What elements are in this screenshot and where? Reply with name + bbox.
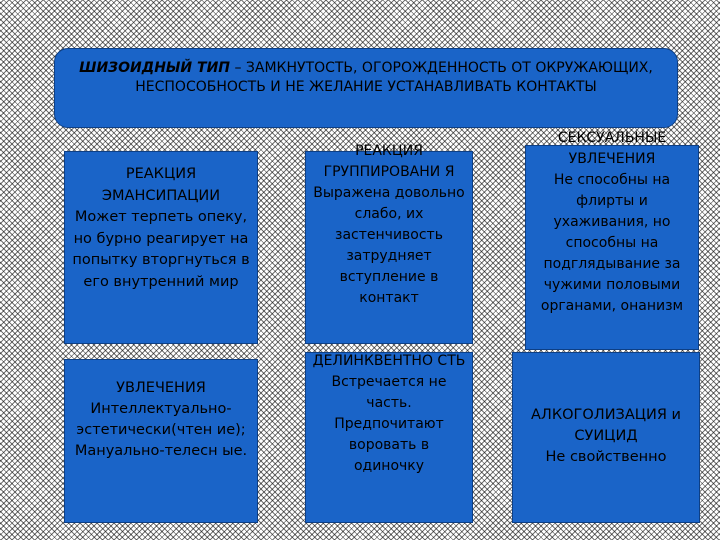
card-hobbies [64, 359, 258, 523]
card-alcohol-title: АЛКОГОЛИЗАЦИЯ и СУИЦИД [531, 407, 681, 444]
header-banner [54, 48, 678, 128]
card-delinquency-text: Встречается не часть. Предпочитают воровать в одиночку [331, 374, 447, 474]
card-alcohol-text: Не свойственно [545, 449, 667, 465]
card-sexual [525, 130, 699, 350]
card-hobbies-title: УВЛЕЧЕНИЯ [116, 380, 206, 396]
card-grouping [305, 143, 473, 344]
card-sexual-text: Не способны на флирты и ухаживания, но способны на подглядывание за чужими половыми органами, онанизм [540, 172, 684, 314]
card-hobbies-text: Интеллектуально-эстетически(чтен ие); Мануально-телесн ые. [74, 401, 248, 459]
header-text: – ЗАМКНУТОСТЬ, ОГОРОЖДЕННОСТЬ ОТ ОКРУЖАЮЩИХ, НЕСПОСОБНОСТЬ И НЕ ЖЕЛАНИЕ УСТАНАВЛИВАТЬ КОНТАКТЫ [135, 60, 653, 95]
card-delinquency-title: ДЕЛИНКВЕНТНО СТЬ [312, 353, 466, 369]
card-emancipation [64, 151, 258, 344]
card-emancipation-title: РЕАКЦИЯ ЭМАНСИПАЦИИ [101, 166, 221, 204]
card-grouping-title: РЕАКЦИЯ ГРУППИРОВАНИ Я [323, 143, 455, 180]
card-emancipation-text: Может терпеть опеку, но бурно реагирует на попытку вторгнуться в его внутренний мир [72, 209, 250, 290]
card-alcohol [512, 352, 700, 523]
card-delinquency [305, 352, 473, 523]
header-title: ШИЗОИДНЫЙ ТИП [79, 60, 230, 76]
card-sexual-title: СЕКСУАЛЬНЫЕ УВЛЕЧЕНИЯ [557, 130, 667, 167]
card-grouping-text: Выражена довольно слабо, их застенчивость затрудняет вступление в контакт [313, 185, 465, 306]
